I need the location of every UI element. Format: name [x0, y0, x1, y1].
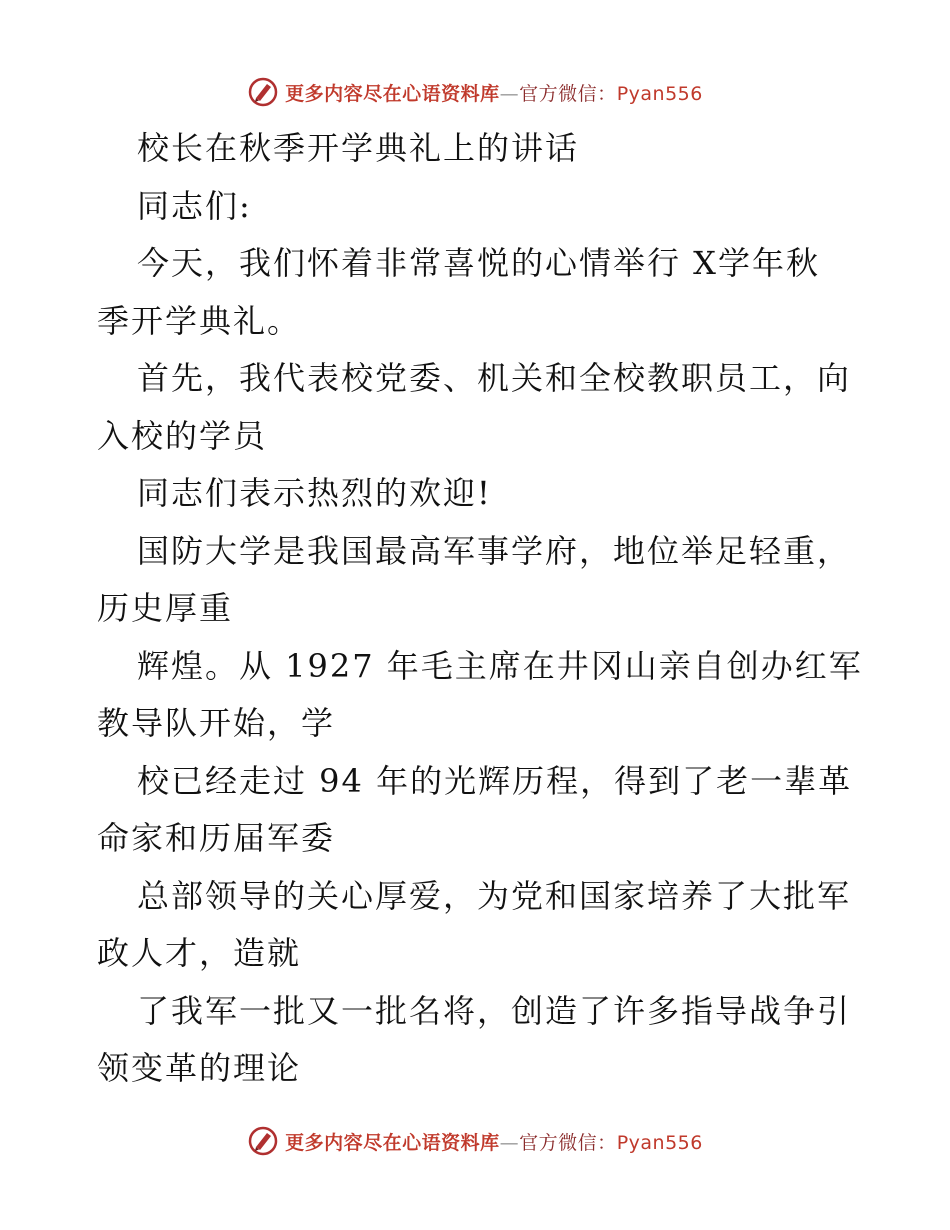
paragraph-line: 校已经走过 94 年的光辉历程，得到了老一辈革: [137, 761, 853, 800]
paragraph-line: 命家和历届军委: [97, 819, 336, 857]
paragraph-line: 同志们表示热烈的欢迎!: [137, 474, 492, 512]
banner-main-text: 更多内容尽在心语资料库: [285, 82, 500, 105]
paragraph-line: 教导队开始，学: [97, 704, 336, 742]
paragraph-line: 国防大学是我国最高军事学府，地位举足轻重，: [137, 531, 852, 570]
banner-mid-text: 官方微信：: [519, 82, 617, 105]
paragraph-line: 历史厚重: [97, 589, 234, 627]
footer-banner-text: [285, 1128, 703, 1155]
banner-main-text: 更多内容尽在心语资料库: [285, 1131, 500, 1154]
footer-banner: [0, 1121, 950, 1161]
document-body: [97, 120, 863, 1098]
paragraph-line: 总部领导的关心厚爱，为党和国家培养了大批军: [137, 876, 852, 915]
pen-logo-icon: [247, 1125, 279, 1157]
paragraph-line: 辉煌。从 1927 年毛主席在井冈山亲自创办红军: [137, 646, 863, 685]
header-banner-text: [285, 79, 703, 106]
paragraph-line: 入校的学员: [97, 416, 268, 455]
banner-dash: —: [499, 1131, 520, 1154]
document-title: 校长在秋季开学典礼上的讲话: [137, 129, 580, 167]
paragraph-line: 季开学典礼。: [97, 301, 302, 340]
paragraph-line: 今天，我们怀着非常喜悦的心情举行 X学年秋: [137, 244, 820, 282]
banner-mid-text: 官方微信：: [519, 1131, 617, 1154]
banner-wechat-id: Pyan556: [616, 1131, 703, 1154]
banner-dash: —: [499, 82, 520, 105]
header-banner: [0, 72, 950, 112]
paragraph-line: 首先，我代表校党委、机关和全校教职员工，向: [137, 359, 852, 397]
banner-wechat-id: Pyan556: [616, 82, 703, 105]
pen-logo-icon: [247, 76, 279, 108]
paragraph-line: 领变革的理论: [97, 1049, 302, 1087]
salutation: 同志们:: [137, 186, 252, 225]
paragraph-line: 政人才，造就: [97, 934, 302, 972]
paragraph-line: 了我军一批又一批名将，创造了许多指导战争引: [137, 991, 852, 1030]
